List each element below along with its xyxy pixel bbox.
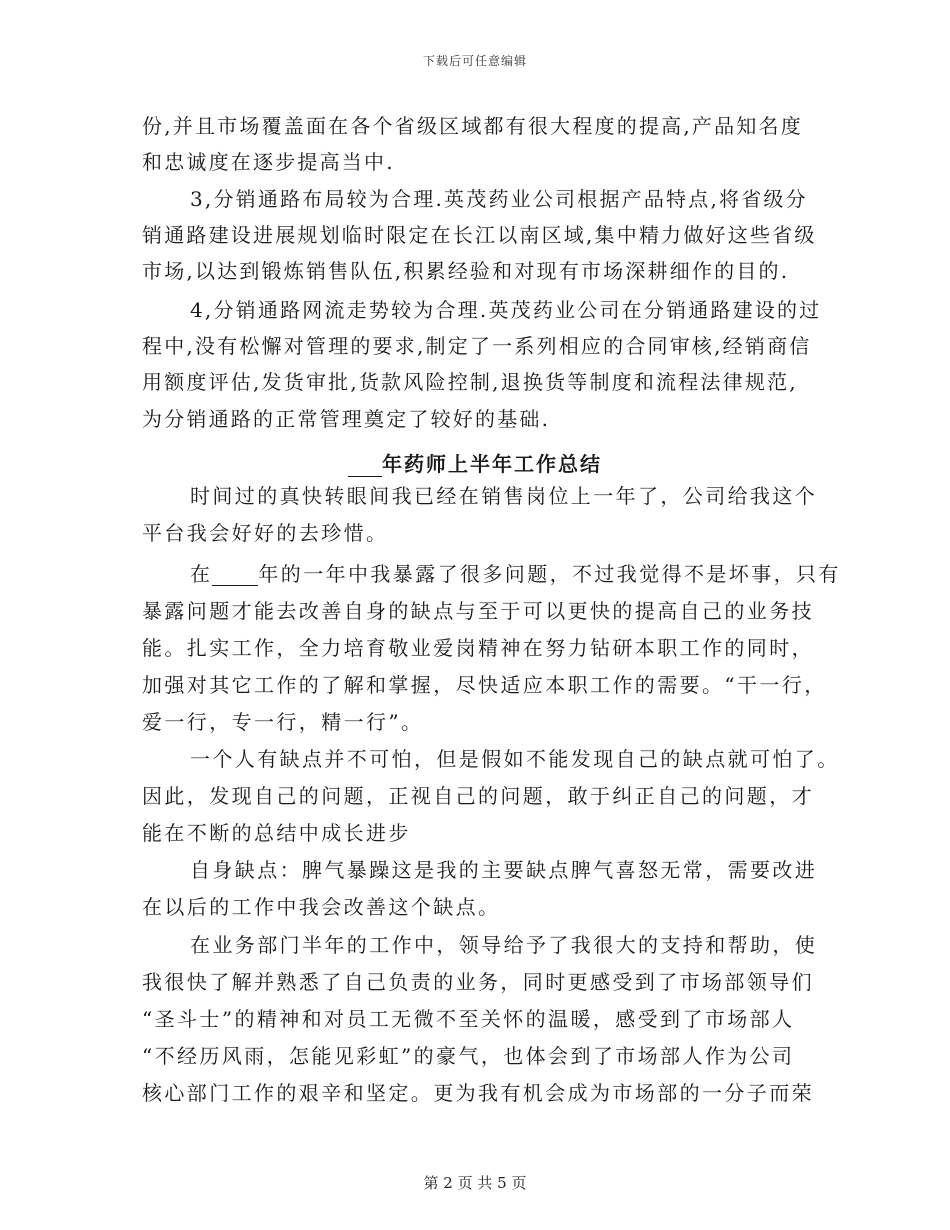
body-line: “圣斗士”的精神和对员工无微不至关怀的温暖，感受到了市场部人 <box>142 1007 795 1031</box>
body-line: 因此，发现自己的问题，正视自己的问题，敢于纠正自己的问题，才 <box>142 784 814 808</box>
body-line: 加强对其它工作的了解和掌握，尽快适应本职工作的需要。“干一行， <box>142 673 827 697</box>
page-number: 第 2 页 共 5 页 <box>423 1174 527 1192</box>
body-line: 时间过的真快转眼间我已经在销售岗位上一年了，公司给我这个 <box>190 484 818 508</box>
body-line: 为分销通路的正常管理奠定了较好的基础. <box>142 407 551 431</box>
body-line: 程中,没有松懈对管理的要求,制定了一系列相应的合同审核,经销商信 <box>142 334 812 358</box>
body-line: 核心部门工作的艰辛和坚定。更为我有机会成为市场部的一分子而荣 <box>142 1081 814 1105</box>
year-blank <box>212 565 258 586</box>
title-blank <box>348 456 382 477</box>
body-line <box>190 562 841 586</box>
body-line: “不经历风雨，怎能见彩虹”的豪气，也体会到了市场部人作为公司 <box>142 1044 795 1068</box>
body-line: 4,分销通路网流走势较为合理.英茂药业公司在分销通路建设的过 <box>190 298 822 322</box>
text-fragment: 在 <box>190 562 213 586</box>
body-line: 和忠诚度在逐步提高当中. <box>142 150 395 174</box>
body-line: 爱一行，专一行，精一行”。 <box>142 710 424 734</box>
body-line: 能在不断的总结中成长进步 <box>142 821 411 845</box>
body-line: 在业务部门半年的工作中，领导给予了我很大的支持和帮助，使 <box>190 933 818 957</box>
body-line: 在以后的工作中我会改善这个缺点。 <box>142 895 501 919</box>
body-line: 用额度评估,发货审批,货款风险控制,退换货等制度和流程法律规范, <box>142 370 798 394</box>
page-header: 下载后可任意编辑 <box>422 54 527 68</box>
section-title <box>0 448 950 477</box>
body-line: 3,分销通路布局较为合理.英茂药业公司根据产品特点,将省级分 <box>190 187 808 211</box>
body-line: 自身缺点：脾气暴躁这是我的主要缺点脾气喜怒无常，需要改进 <box>190 858 818 882</box>
body-line: 一个人有缺点并不可怕，但是假如不能发现自己的缺点就可怕了。 <box>190 747 840 771</box>
body-line: 我很快了解并熟悉了自己负责的业务，同时更感受到了市场部领导们 <box>142 970 814 994</box>
body-line: 份,并且市场覆盖面在各个省级区域都有很大程度的提高,产品知名度 <box>142 114 803 138</box>
body-line: 销通路建设进展规划临时限定在长江以南区域,集中精力做好这些省级 <box>142 223 817 247</box>
body-line: 平台我会好好的去珍惜。 <box>142 521 389 545</box>
text-fragment: 年的一年中我暴露了很多问题，不过我觉得不是坏事，只有 <box>258 562 841 586</box>
title-text: 年药师上半年工作总结 <box>382 452 602 476</box>
body-line: 能。扎实工作，全力培育敬业爱岗精神在努力钻研本职工作的同时， <box>142 636 814 660</box>
body-line: 暴露问题才能去改善自身的缺点与至于可以更快的提高自己的业务技 <box>142 599 814 623</box>
body-line: 市场,以达到锻炼销售队伍,积累经验和对现有市场深耕细作的目的. <box>142 259 790 283</box>
